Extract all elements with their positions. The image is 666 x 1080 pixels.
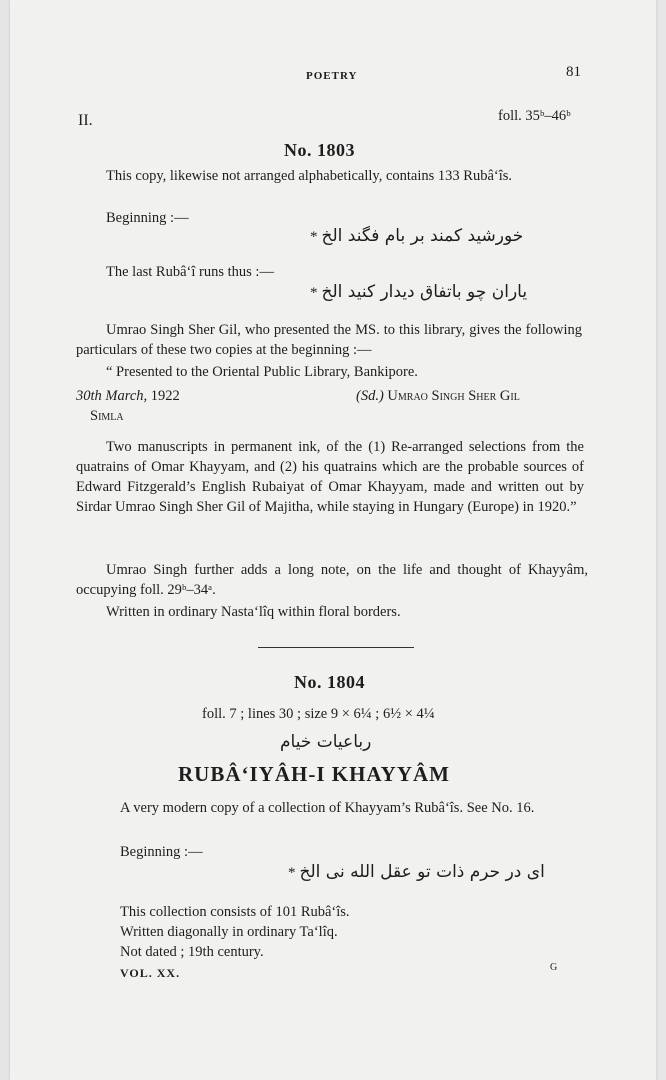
place: Simla xyxy=(90,408,124,424)
verse-star: * xyxy=(310,229,318,245)
last-rubai-label: The last Rubâ‘î runs thus :— xyxy=(106,264,274,280)
page-number: 81 xyxy=(566,64,581,80)
written-line: Written diagonally in ordinary Ta‘lîq. xyxy=(120,924,338,940)
signature-mark: G xyxy=(550,962,558,973)
section-divider xyxy=(258,647,414,648)
dated-line: Not dated ; 19th century. xyxy=(120,944,264,960)
beginning-arabic: خورشید کمند بر بام فگند الخ xyxy=(321,226,524,246)
date-year: 1922 xyxy=(150,388,180,404)
presented-paragraph: Umrao Singh Sher Gil, who presented the MS. to this library, gives the following particulars of these two copies at the beginning :— xyxy=(76,322,582,358)
folio-range: foll. 35ᵇ–46ᵇ xyxy=(498,108,571,124)
date-line xyxy=(76,386,180,406)
signatory: Umrao Singh Sher Gil xyxy=(387,388,520,404)
beginning-label: Beginning :— xyxy=(106,210,189,226)
signature-line xyxy=(356,386,520,406)
arabic-title: رباعیات خیام xyxy=(280,732,372,752)
entry-title-1804: No. 1804 xyxy=(294,672,365,692)
volume-mark: VOL. XX. xyxy=(120,966,181,980)
collection-description: A very modern copy of a collection of Khayyam’s Rubâ‘îs. See No. 16. xyxy=(120,800,535,816)
beginning-arabic-1804: ای در حرم ذات تو عقل الله نی الخ xyxy=(299,862,545,882)
running-head: POETRY xyxy=(306,70,358,82)
last-verse xyxy=(310,282,527,302)
verse-star: * xyxy=(288,865,296,881)
beginning-label-1804: Beginning :— xyxy=(120,844,203,860)
note-paragraph: Umrao Singh further adds a long note, on the life and thought of Khayyâm, occupying foll. 29ᵇ–34ᵃ. xyxy=(76,562,588,598)
manuscripts-paragraph: Two manuscripts in permanent ink, of the (1) Re-arranged selections from the quatrains of Omar Khayyam, and (2) his quatrains which are the probable sources of Edward Fitzgerald’s English Rubaiyat of Omar Khayyam, made and written out by Sirdar Umrao Singh Sher Gil of Majitha, while staying in Hungary (Europe) in 1920.” xyxy=(76,439,584,515)
document-page xyxy=(10,0,656,1080)
date-day-month: 30th March, xyxy=(76,388,151,404)
last-arabic: یاران چو باتفاق دیدار کنید الخ xyxy=(321,282,528,302)
consists-line: This collection consists of 101 Rubâ‘îs. xyxy=(120,904,350,920)
entry-title-1803: No. 1803 xyxy=(284,140,355,160)
verse-star: * xyxy=(310,285,318,301)
copy-description: This copy, likewise not arranged alphabetically, contains 133 Rubâ‘îs. xyxy=(106,168,513,184)
section-number: II. xyxy=(78,112,93,129)
script-line: Written in ordinary Nasta‘lîq within floral borders. xyxy=(106,604,401,620)
quote-line: “ Presented to the Oriental Public Library, Bankipore. xyxy=(106,364,418,380)
collation-line: foll. 7 ; lines 30 ; size 9 × 6¼ ; 6½ × 4¼ xyxy=(202,706,435,722)
beginning-verse-1804 xyxy=(288,862,545,882)
beginning-verse xyxy=(310,226,523,246)
sd-mark: (Sd.) xyxy=(356,388,384,404)
work-heading: RUBÂ‘IYÂH-I KHAYYÂM xyxy=(178,762,450,786)
